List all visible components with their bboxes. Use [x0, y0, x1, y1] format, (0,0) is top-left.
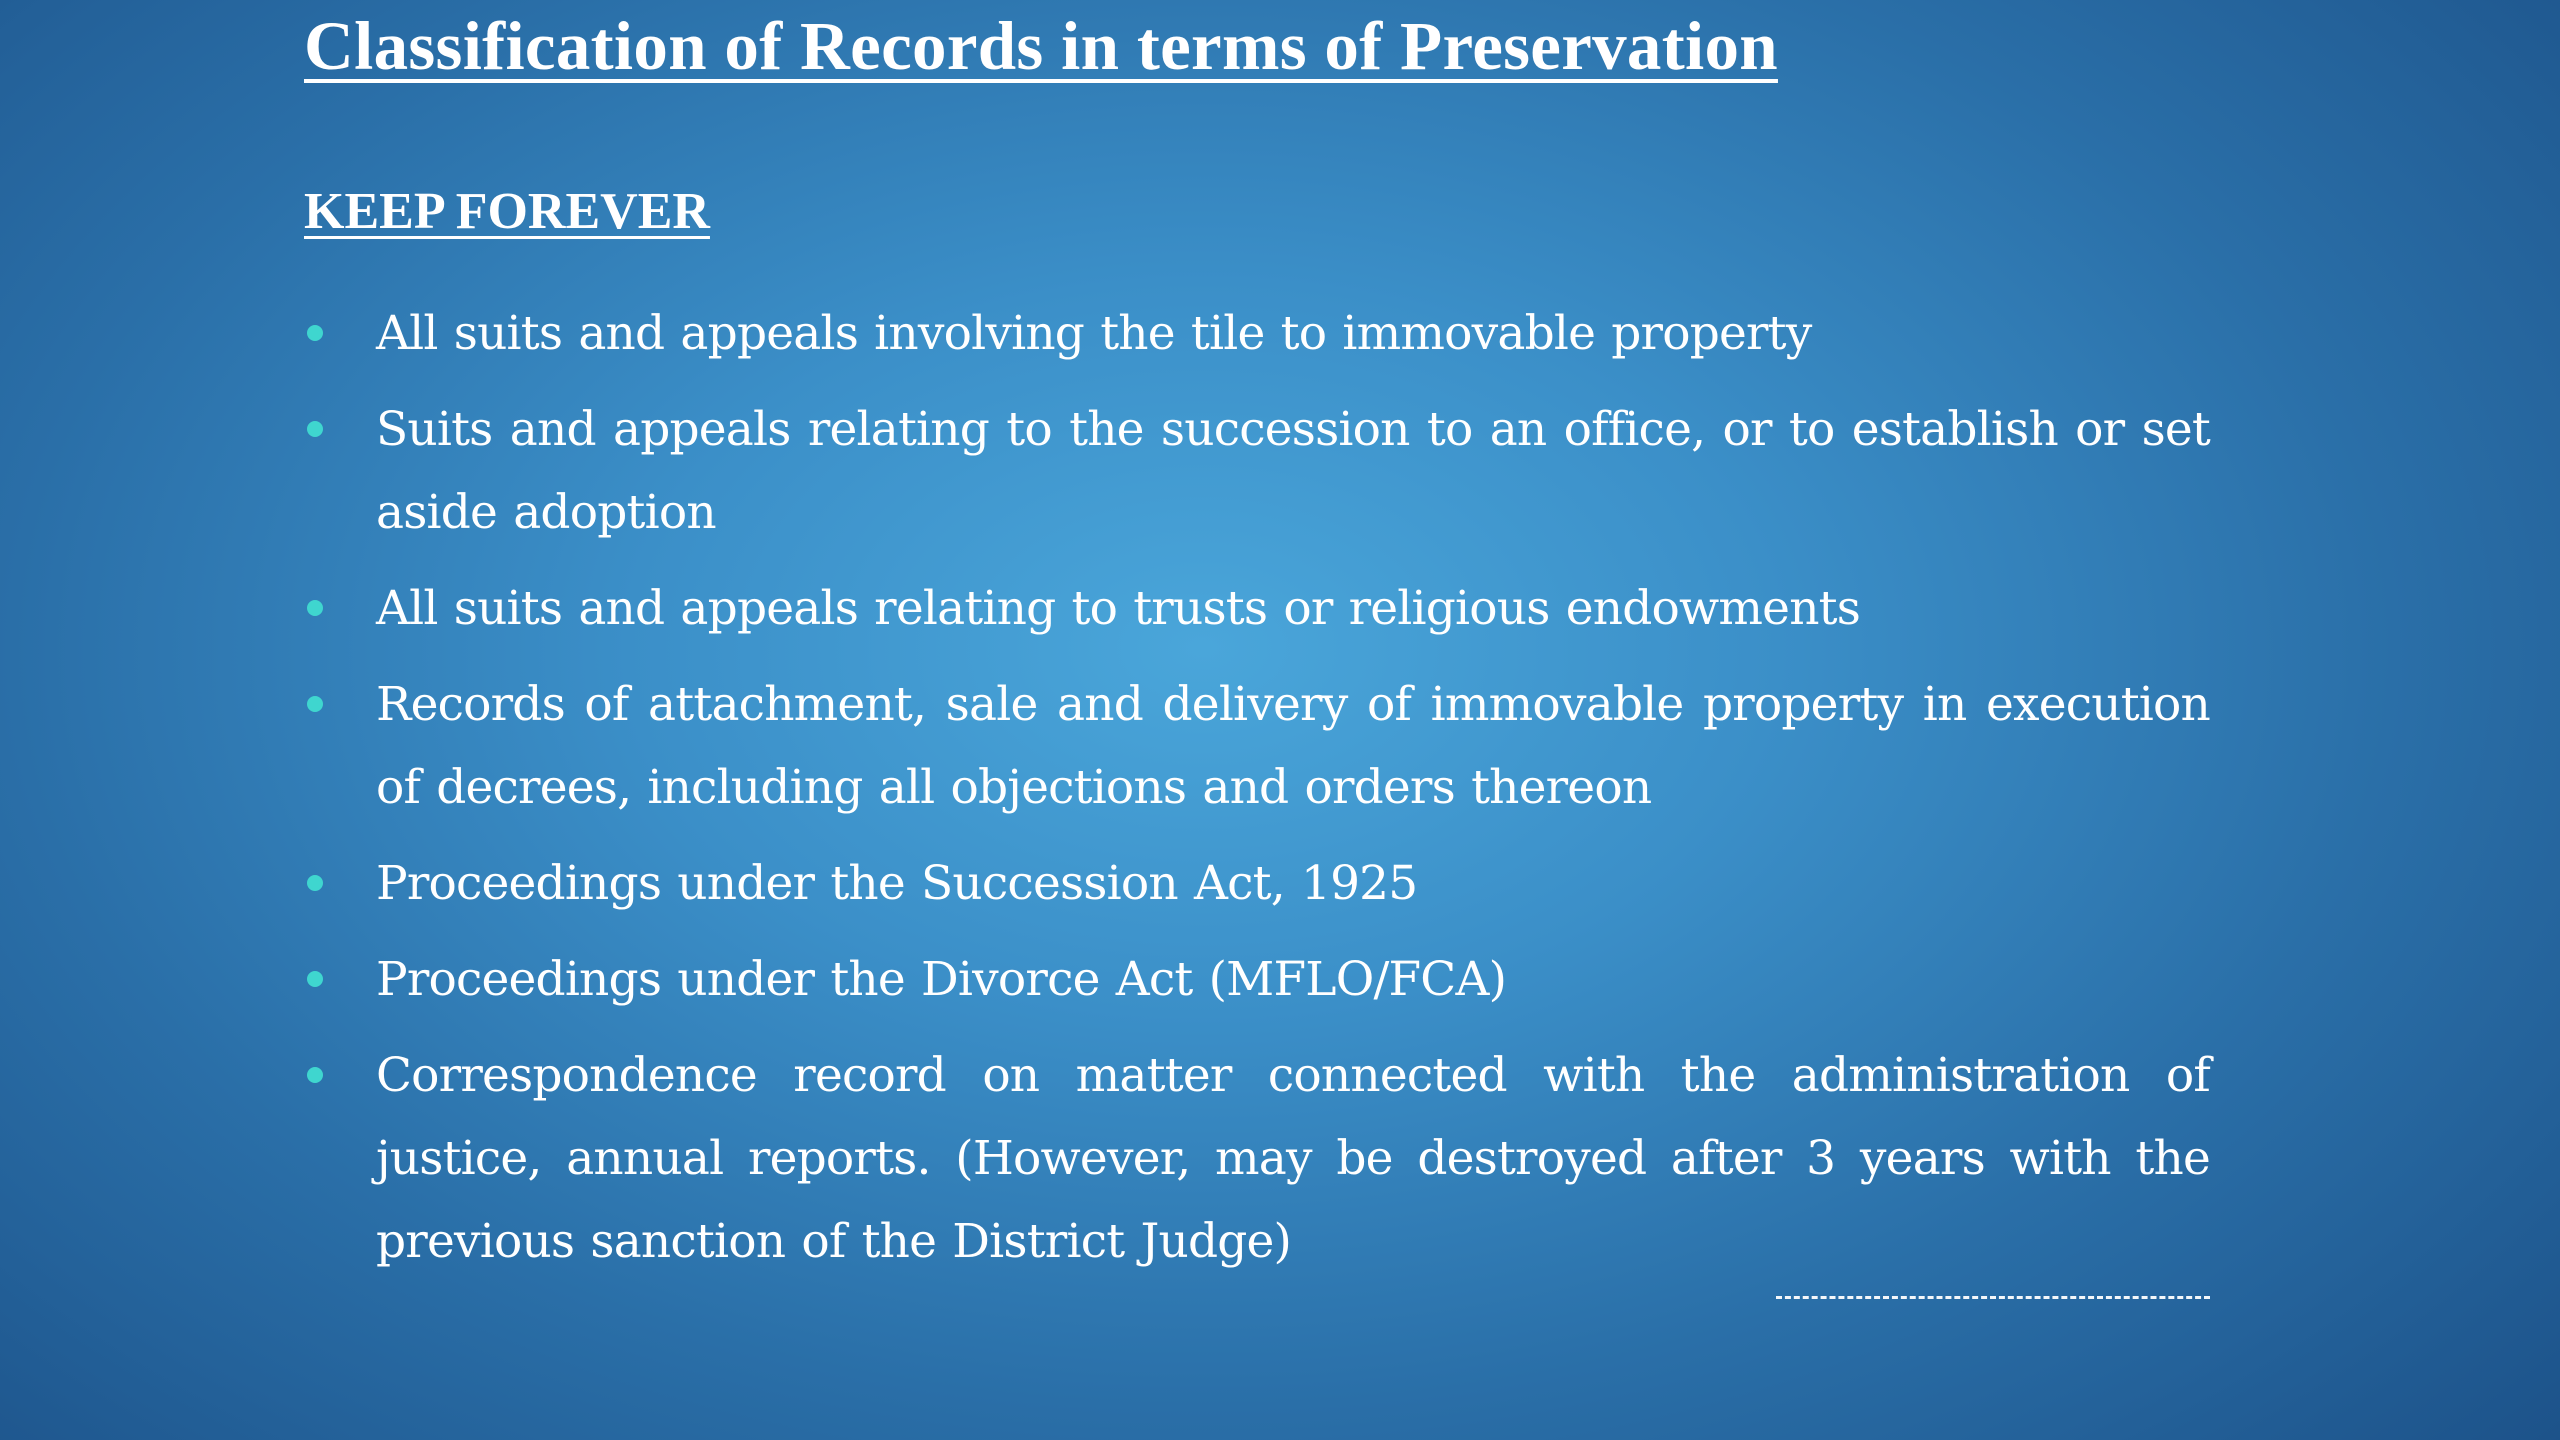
bullet-text: All suits and appeals involving the tile to immovable property — [376, 306, 1812, 361]
bullet-text: Correspondence record on matter connected with the administration of justice, annual reports. (However, may be destroyed after 3 years with the previous sanction of the District Judge) — [376, 1048, 2210, 1269]
list-item — [304, 1034, 2210, 1283]
list-item — [304, 663, 2210, 829]
list-item — [304, 567, 2210, 650]
bullet-dot-icon — [307, 325, 323, 341]
list-item — [304, 938, 2210, 1021]
bullet-text: Proceedings under the Succession Act, 1925 — [376, 856, 1418, 911]
bullet-dot-icon — [307, 971, 323, 987]
bullet-dot-icon — [307, 600, 323, 616]
bullet-dot-icon — [307, 696, 323, 712]
list-item — [304, 292, 2210, 375]
bullet-list — [304, 292, 2210, 1296]
bullet-dot-icon — [307, 421, 323, 437]
bullet-text: Suits and appeals relating to the succession to an office, or to establish or set aside adoption — [376, 402, 2210, 540]
slide-title: Classification of Records in terms of Preservation — [304, 8, 1778, 84]
list-item — [304, 388, 2210, 554]
bullet-text: Records of attachment, sale and delivery of immovable property in execution of decrees, including all objections and orders thereon — [376, 677, 2210, 815]
bullet-dot-icon — [307, 875, 323, 891]
section-heading-keep-forever: KEEP FOREVER — [304, 183, 710, 240]
end-dashed-rule — [1776, 1296, 2210, 1299]
bullet-dot-icon — [307, 1067, 323, 1083]
list-item — [304, 842, 2210, 925]
bullet-text: All suits and appeals relating to trusts or religious endowments — [376, 581, 1861, 636]
bullet-text: Proceedings under the Divorce Act (MFLO/FCA) — [376, 952, 1507, 1007]
